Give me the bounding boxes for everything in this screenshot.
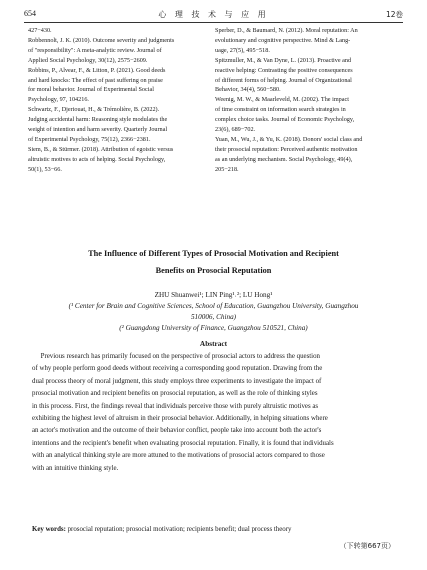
affiliation-2: (² Guangdong University of Finance, Guangzhou 510521, China)	[119, 324, 308, 332]
reference-entry	[215, 56, 401, 96]
reference-entry	[215, 95, 401, 135]
reference-entry	[28, 145, 200, 175]
reference-line: Robbins, P., Alvear, F., & Litton, P. (2021). Good deeds	[28, 66, 166, 74]
title-line: The Influence of Different Types of Prosocial Motivation and Recipient	[88, 249, 339, 258]
reference-line: reactive helping: Contrasting the positive consequences	[215, 66, 353, 74]
abstract-line: Previous research has primarily focused on the perspective of prosocial actors to address the question	[32, 353, 320, 360]
reference-line: Weenig, M. W., & Maarleveld, M. (2002). The impact	[215, 96, 349, 104]
author-names: ZHU Shuanwei¹; LIN Ping¹˒²; LU Hong¹	[154, 291, 273, 299]
abstract-body	[32, 351, 398, 475]
reference-line: Yuan, M., Wu, J., & Yu, K. (2018). Donors' social class and	[215, 135, 363, 143]
reference-entry	[28, 36, 200, 66]
abstract-line: exhibiting the highest level of altruism in their prosocial behavior. Additionally, in helping situations where	[32, 415, 328, 423]
reference-line: as an underlying mechanism. Social Psychology, 49(4),	[215, 155, 353, 163]
abstract-line: intentions and the recipient's benefit when evaluating prosocial reputation. Finally, it is found that individuals	[32, 439, 334, 447]
journal-title: 心 理 技 术 与 应 用	[158, 10, 269, 19]
reference-line: Applied Social Psychology, 30(12), 2575−2609.	[28, 56, 148, 64]
reference-line: 427−430.	[28, 27, 52, 34]
reference-line: of different forms of helping. Journal of Organizational	[215, 76, 352, 84]
reference-entry	[215, 135, 401, 175]
header-rule	[24, 22, 403, 23]
reference-entry	[28, 105, 200, 145]
authors-block	[24, 290, 403, 334]
reference-line: 23(6), 689−702.	[215, 126, 256, 134]
abstract-heading: Abstract	[199, 339, 228, 348]
reference-line: Schwartz, F., Djeriouat, H., & Trémolière, B. (2022).	[28, 106, 160, 114]
references-left-column	[28, 26, 200, 175]
reference-entry	[28, 26, 200, 36]
reference-line: 50(1), 53−66.	[28, 165, 62, 173]
keywords	[32, 526, 398, 533]
reference-line: altruistic motives to acts of helping. Social Psychology,	[28, 155, 166, 163]
reference-line: Psychology, 97, 104216.	[28, 96, 89, 104]
abstract-line: with an analytical thinking style are more attuned to the motivations of prosocial actors compared to those	[32, 452, 325, 460]
reference-line: Behavior, 34(4), 560−580.	[215, 86, 281, 94]
reference-line: of Experimental Psychology, 75(12), 2366−2381.	[28, 135, 151, 143]
reference-line: uage, 27(5), 495−518.	[215, 46, 270, 54]
reference-entry	[28, 66, 200, 106]
reference-line: of time constraint on information search strategies in	[215, 106, 346, 114]
reference-line: and hard knocks: The effect of past suffering on praise	[28, 76, 163, 84]
abstract-line: with an intuitive thinking style.	[32, 464, 119, 472]
continued-note: （下转第667页）	[339, 542, 395, 550]
references-right-column	[215, 26, 401, 175]
keywords-label: Key words:	[32, 526, 66, 533]
reference-line: for moral behavior. Journal of Experimental Social	[28, 86, 154, 94]
reference-entry	[215, 26, 401, 56]
reference-line: Sperber, D., & Baumard, N. (2012). Moral reputation: An	[215, 27, 358, 34]
reference-line: 205−218.	[215, 165, 239, 173]
abstract-line: an actor's motivation and the outcome of their behavior conflict, people take into account both the actor's	[32, 427, 322, 435]
title-line: Benefits on Prosocial Reputation	[155, 266, 272, 275]
abstract-line: prosocial motivation and recipient benefits on prosocial reputation, as well as the role of thinking styles	[32, 390, 318, 398]
volume-label: 12卷	[385, 10, 403, 19]
reference-line: of "responsibility": A meta-analytic review. Journal of	[28, 46, 162, 54]
reference-line: Robbennolt, J. K. (2010). Outcome severity and judgments	[28, 36, 175, 44]
reference-line: complex choice tasks. Journal of Economic Psychology,	[215, 116, 355, 124]
reference-line: evolutionary and cognitive perspective. Mind & Lang-	[215, 36, 351, 44]
abstract-line: in this process. First, the findings reveal that individuals perceive those with purely altruistic motives as	[32, 402, 319, 410]
keywords-text: prosocial reputation; prosocial motivation; recipients benefit; dual process theory	[65, 526, 292, 533]
reference-line: weight of intention and harm severity. Quarterly Journal	[28, 126, 168, 134]
running-header	[24, 9, 403, 21]
affiliation-1: (¹ Center for Brain and Cognitive Sciences, School of Education, Guangzhou University, Guangzhou	[68, 302, 359, 310]
affiliation-1-cont: 510006, China)	[190, 313, 237, 321]
page-number: 654	[24, 9, 36, 18]
reference-line: their prosocial reputation: Perceived authentic motivation	[215, 145, 358, 153]
reference-line: Judging accidental harm: Reasoning style modulates the	[28, 116, 168, 124]
abstract-line: dual process theory of moral judgment, this study employs three experiments to investigate the impact of	[32, 377, 322, 385]
abstract-line: of why people perform good deeds without receiving a corresponding good reputation. Drawing from the	[32, 365, 323, 373]
reference-line: Spitzmuller, M., & Van Dyne, L. (2013). Proactive and	[215, 56, 352, 64]
article-title	[24, 245, 403, 279]
reference-line: Siem, B., & Stürmer. (2018). Attribution of egoistic versus	[28, 145, 174, 153]
